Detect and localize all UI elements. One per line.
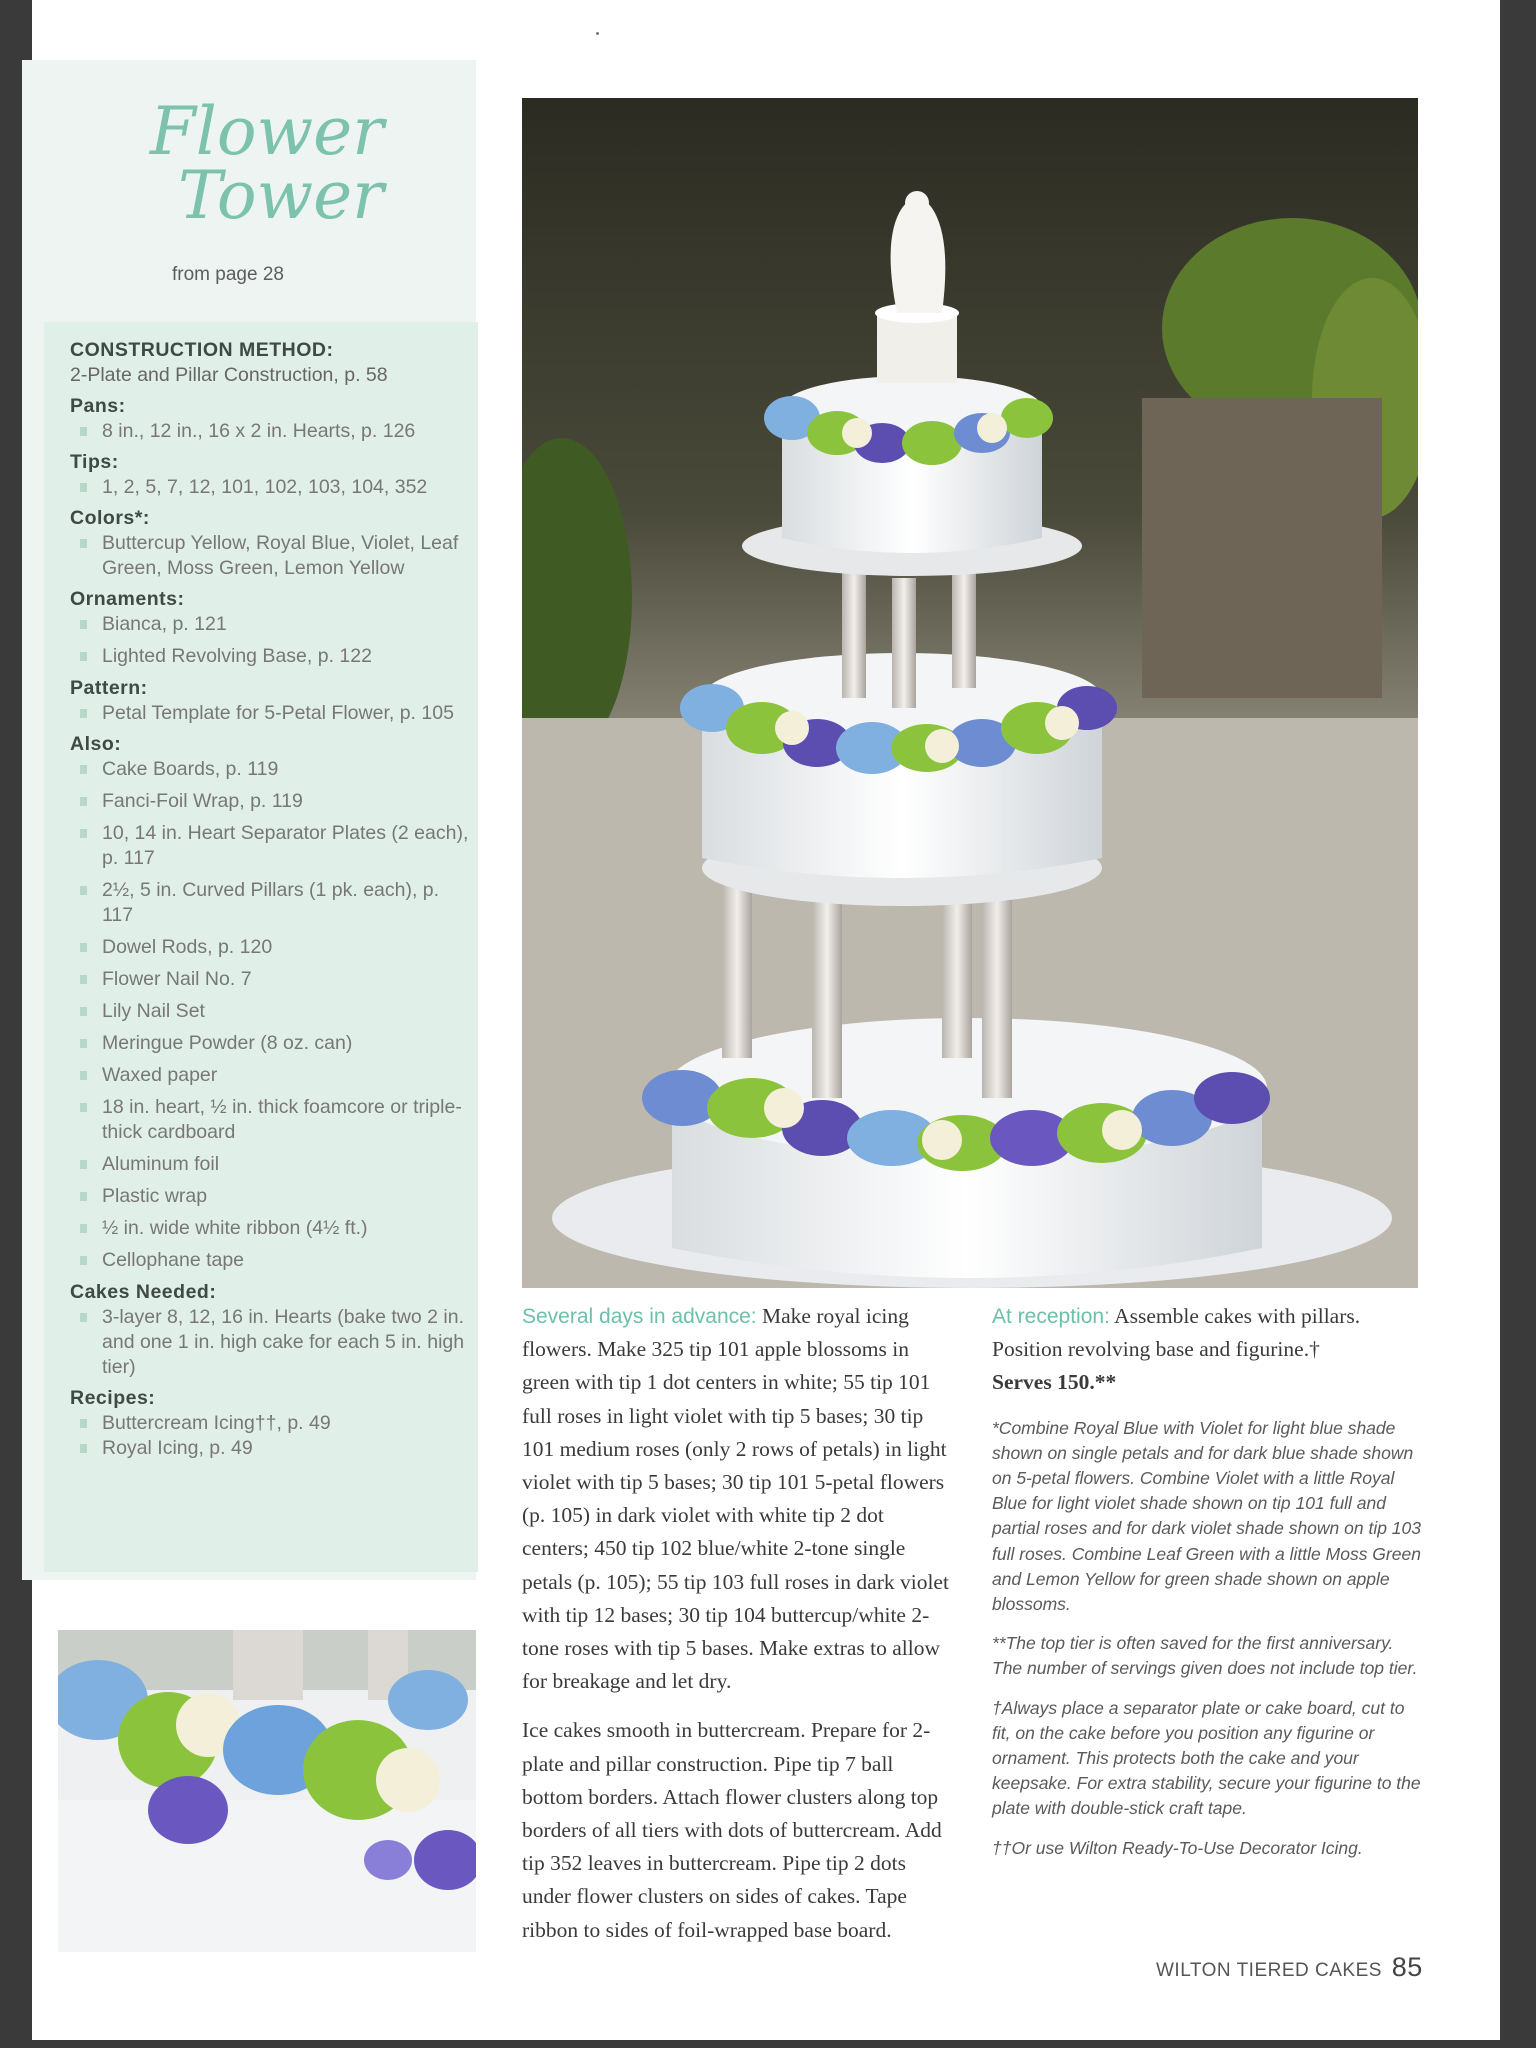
supply-item: Lily Nail Set	[70, 999, 470, 1024]
advance-paragraph	[522, 1300, 952, 1698]
section-heading: Colors*:	[70, 507, 150, 529]
supply-item: Bianca, p. 121	[70, 612, 470, 637]
instructions-column-1	[522, 1300, 952, 1963]
supply-item: Buttercream Icing††, p. 49	[70, 1411, 470, 1436]
footnote-colors: *Combine Royal Blue with Violet for light blue shade shown on single petals and for dark blue shade shown on 5-petal flowers. Combine Violet with a little Royal Blue for light violet shade shown on tip 101 full and partial roses and for dark violet shade shown on tip 103 full roses. Combine Leaf Green with a little Moss Green and Lemon Yellow for green shade shown on apple blossoms.	[992, 1417, 1422, 1615]
supply-item: Royal Icing, p. 49	[70, 1436, 470, 1461]
supply-item: Aluminum foil	[70, 1152, 470, 1177]
supply-list	[70, 1411, 470, 1461]
supply-list	[70, 419, 470, 444]
section-heading: Tips:	[70, 451, 119, 473]
advance-text: Make royal icing flowers. Make 325 tip 101 apple blossoms in green with tip 1 dot centers in white; 55 tip 101 full roses in light violet with tip 5 bases; 30 tip 101 medium roses (only 2 rows of petals) in light violet with tip 5 bases; 30 tip 101 5-petal flowers (p. 105) in dark violet with white tip 2 dot centers; 450 tip 102 blue/white 2-tone single petals (p. 105); 55 tip 103 full roses in dark violet with tip 12 bases; 30 tip 104 buttercup/white 2-tone roses with tip 5 bases. Make extras to allow for breakage and let dry.	[522, 1304, 949, 1694]
page-footer	[1156, 1952, 1423, 1983]
from-page-note: from page 28	[172, 264, 284, 285]
supply-item: Flower Nail No. 7	[70, 967, 470, 992]
title-line-1: Flower	[150, 93, 384, 170]
detail-cake-photo	[58, 1630, 476, 1952]
supply-list	[70, 701, 470, 726]
supply-item: Fanci-Foil Wrap, p. 119	[70, 789, 470, 814]
section-heading: Ornaments:	[70, 588, 185, 610]
page-number: 85	[1391, 1952, 1423, 1982]
reception-lead: At reception:	[992, 1305, 1110, 1328]
advance-lead: Several days in advance:	[522, 1305, 757, 1328]
footnotes	[992, 1416, 1424, 1861]
supply-item: 8 in., 12 in., 16 x 2 in. Hearts, p. 126	[70, 419, 470, 444]
supply-item: 2½, 5 in. Curved Pillars (1 pk. each), p. 117	[70, 878, 470, 928]
supply-item: 1, 2, 5, 7, 12, 101, 102, 103, 104, 352	[70, 475, 470, 500]
main-cake-photo	[522, 98, 1418, 1288]
supply-item: 18 in. heart, ½ in. thick foamcore or triple-thick cardboard	[70, 1095, 470, 1145]
recipe-title	[150, 93, 390, 234]
construction-text: 2-Plate and Pillar Construction, p. 58	[70, 364, 388, 386]
supply-item: Lighted Revolving Base, p. 122	[70, 644, 470, 669]
supply-item: Petal Template for 5-Petal Flower, p. 105	[70, 701, 470, 726]
section-heading: Pattern:	[70, 677, 148, 699]
section-heading: Recipes:	[70, 1387, 156, 1409]
supply-item: Meringue Powder (8 oz. can)	[70, 1031, 470, 1056]
section-heading: Also:	[70, 733, 122, 755]
supply-item: Cellophane tape	[70, 1248, 470, 1273]
assembly-paragraph: Ice cakes smooth in buttercream. Prepare for 2-plate and pillar construction. Pipe tip 7 ball bottom borders. Attach flower clusters along top borders of all tiers with dots of buttercream. Add tip 352 leaves in buttercream. Pipe tip 2 dots under flower clusters on sides of cakes. Tape ribbon to sides of foil-wrapped base board.	[522, 1718, 942, 1942]
supply-item: 10, 14 in. Heart Separator Plates (2 each), p. 117	[70, 821, 470, 871]
supply-list	[70, 531, 470, 581]
title-line-2: Tower	[178, 157, 384, 234]
supply-list	[70, 475, 470, 500]
supply-item: Cake Boards, p. 119	[70, 757, 470, 782]
supply-list	[70, 612, 470, 669]
instructions-column-2	[992, 1300, 1424, 1875]
reception-text: Assemble cakes with pillars. Position revolving base and figurine.†	[992, 1304, 1361, 1362]
supply-item: Plastic wrap	[70, 1184, 470, 1209]
supply-item: Waxed paper	[70, 1063, 470, 1088]
supplies-list	[70, 338, 470, 1461]
speck	[596, 32, 599, 35]
reception-paragraph	[992, 1300, 1424, 1366]
footnote-servings: **The top tier is often saved for the first anniversary. The number of servings given does not include top tier.	[992, 1633, 1418, 1679]
section-heading: Pans:	[70, 395, 126, 417]
serves-count: Serves 150.**	[992, 1370, 1117, 1395]
supply-item: ½ in. wide white ribbon (4½ ft.)	[70, 1216, 470, 1241]
supply-item: Buttercup Yellow, Royal Blue, Violet, Leaf Green, Moss Green, Lemon Yellow	[70, 531, 470, 581]
supply-list	[70, 1305, 470, 1380]
publication-name: WILTON TIERED CAKES	[1156, 1960, 1382, 1981]
footnote-separator: †Always place a separator plate or cake board, cut to fit, on the cake before you position any figurine or ornament. This protects both the cake and your keepsake. For extra stability, secure your figurine to the plate with double-stick craft tape.	[992, 1697, 1421, 1819]
construction-heading: CONSTRUCTION METHOD:	[70, 339, 334, 361]
supply-item: Dowel Rods, p. 120	[70, 935, 470, 960]
supply-item: 3-layer 8, 12, 16 in. Hearts (bake two 2 in. and one 1 in. high cake for each 5 in. high tier)	[70, 1305, 470, 1380]
footnote-icing: ††Or use Wilton Ready-To-Use Decorator Icing.	[992, 1837, 1363, 1858]
section-heading: Cakes Needed:	[70, 1281, 217, 1303]
supply-list	[70, 757, 470, 1273]
